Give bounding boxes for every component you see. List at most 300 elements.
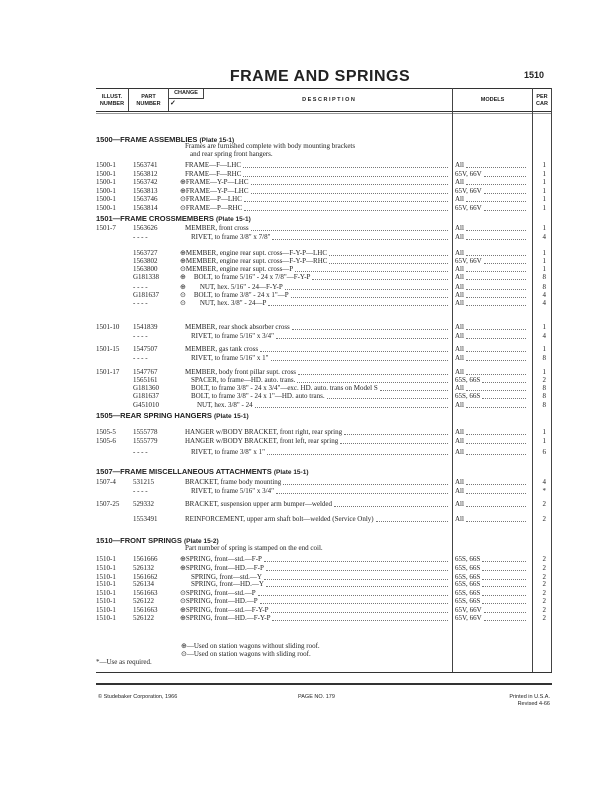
description-text: MEMBER, gas tank cross — [185, 344, 259, 353]
description-text: SPRING, front—HD.—P — [185, 596, 258, 605]
table-row[interactable] — [0, 204, 612, 213]
col-illust — [96, 94, 128, 108]
description-text: BOLT, to frame 3/8" - 24 x 1"—HD. auto trans. — [191, 391, 325, 400]
dot-leader — [466, 265, 526, 272]
description-text: MEMBER, body front pillar supt. cross — [185, 367, 297, 376]
illustration-number: 1500-1 — [96, 203, 116, 212]
description-text: FRAME—Y-P—LHC — [185, 186, 249, 195]
illustration-number: 1510-1 — [96, 563, 116, 572]
table-row[interactable] — [0, 178, 612, 187]
description-text: SPACER, to frame—HD. auto. trans. — [191, 375, 296, 384]
description-text: MEMBER, front cross — [185, 223, 249, 232]
description — [180, 273, 450, 282]
dot-leader — [466, 368, 526, 375]
models-text: All — [455, 194, 464, 203]
models — [455, 332, 528, 341]
section-plate: (Plate 15-1) — [273, 468, 309, 476]
models — [455, 555, 528, 564]
section-title: 1501—FRAME CROSSMEMBERS — [96, 213, 214, 223]
dot-leader — [466, 332, 526, 339]
section-title: 1500—FRAME ASSEMBLIES — [96, 134, 198, 144]
dot-leader — [466, 283, 526, 290]
description-text: SPRING, front—HD.—F-P — [185, 563, 264, 572]
dot-leader — [466, 224, 526, 231]
section-title: 1507—FRAME MISCELLANEOUS ATTACHMENTS — [96, 466, 272, 476]
legend-symbol-icon: ⊕ — [180, 248, 186, 257]
dot-leader — [466, 291, 526, 298]
per-car-qty: 2 — [542, 579, 546, 588]
table-row[interactable] — [0, 564, 612, 573]
per-car-qty: 1 — [542, 203, 546, 212]
models — [455, 224, 528, 233]
dot-leader — [268, 299, 448, 306]
description-text: RIVET, to frame 5/16" x 3/4" — [191, 331, 274, 340]
description-text: BOLT, to frame 3/8" - 24 x 3/4"—exc. HD. auto. trans on Model S — [191, 383, 378, 392]
description — [185, 515, 450, 524]
dot-leader — [482, 580, 526, 587]
models — [455, 178, 528, 187]
models — [455, 401, 528, 410]
models — [455, 161, 528, 170]
table-row[interactable] — [0, 161, 612, 170]
dot-leader — [466, 478, 526, 485]
per-car-qty: 1 — [542, 177, 546, 186]
models — [455, 233, 528, 242]
dot-leader — [258, 589, 448, 596]
table-row[interactable] — [0, 580, 612, 589]
legend-symbol-icon: ⊕ — [180, 272, 186, 281]
models-text: All — [455, 353, 464, 362]
dot-leader — [484, 606, 526, 613]
illustration-number: 1505-5 — [96, 427, 116, 436]
dot-leader — [283, 478, 448, 485]
description — [180, 204, 450, 213]
part-number: 1563813 — [133, 186, 158, 195]
table-row[interactable] — [0, 478, 612, 487]
table-row[interactable] — [0, 500, 612, 509]
models — [455, 478, 528, 487]
dot-leader — [291, 291, 448, 298]
table-row[interactable] — [0, 233, 612, 242]
col-per-car-line2: CAR — [536, 101, 548, 107]
per-car-qty: 1 — [542, 169, 546, 178]
description-text: SPRING, front—std.—F-P — [185, 554, 262, 563]
table-row[interactable] — [0, 437, 612, 446]
per-car-qty: 1 — [542, 256, 546, 265]
models-text: All — [455, 160, 464, 169]
dot-leader — [466, 345, 526, 352]
footer-rule — [96, 683, 552, 685]
per-car-qty: 4 — [542, 298, 546, 307]
revised-date: Revised 4-66 — [517, 701, 550, 707]
models-text: All — [455, 436, 464, 445]
dot-leader — [297, 376, 448, 383]
illustration-number: 1501-15 — [96, 344, 120, 353]
models-text: All — [455, 223, 464, 232]
models-text: All — [455, 499, 464, 508]
description-text: SPRING, front—std.—P — [185, 588, 256, 597]
table-row[interactable] — [0, 555, 612, 564]
dot-leader — [272, 233, 448, 240]
table-row[interactable] — [0, 224, 612, 233]
part-number: G451010 — [133, 400, 160, 409]
description-text: NUT, hex. 3/8" - 24—P — [199, 298, 267, 307]
models-text: 65S, 66S — [455, 588, 481, 597]
models — [455, 515, 528, 524]
description-text: RIVET, to frame 5/16" x 1" — [191, 353, 269, 362]
col-description: D E S C R I P T I O N — [302, 97, 355, 103]
illustration-number: 1501-17 — [96, 367, 120, 376]
dot-leader — [466, 299, 526, 306]
dot-leader — [312, 273, 448, 280]
description — [185, 437, 450, 446]
col-part-line1: PART — [141, 94, 156, 100]
models — [455, 428, 528, 437]
per-car-qty: 2 — [542, 572, 546, 581]
models — [455, 354, 528, 363]
dot-leader — [340, 437, 448, 444]
dot-leader — [484, 204, 526, 211]
col-per-car-line1: PER — [536, 94, 548, 100]
illustration-number: 1500-1 — [96, 194, 116, 203]
part-number: - - - - — [133, 298, 148, 307]
description-text: BRACKET, suspension upper arm bumper—welded — [185, 499, 333, 508]
part-number: 1553491 — [133, 514, 158, 523]
dot-leader — [276, 332, 448, 339]
description-text: SPRING, front—HD.—Y — [191, 579, 264, 588]
dot-leader — [344, 428, 448, 435]
description-text: BRACKET, frame body mounting — [185, 477, 282, 486]
section-title: 1505—REAR SPRING HANGERS — [96, 410, 212, 420]
dot-leader — [266, 580, 448, 587]
models-text: All — [455, 514, 464, 523]
dot-leader — [466, 437, 526, 444]
footnote-with-roof: ⊙—Used on station wagons with sliding roof. — [181, 650, 311, 658]
col-illust-line2: NUMBER — [99, 101, 125, 107]
part-number: 1555779 — [133, 436, 158, 445]
models-text: All — [455, 344, 464, 353]
dot-leader — [466, 384, 526, 391]
section-plate: (Plate 15-1) — [216, 215, 251, 223]
part-number: 531215 — [133, 477, 154, 486]
dot-leader — [482, 573, 526, 580]
illustration-number: 1507-25 — [96, 499, 120, 508]
section-plate: (Plate 15-1) — [199, 136, 235, 144]
models-text: 65V, 66V — [455, 203, 482, 212]
illustration-number: 1510-1 — [96, 613, 116, 622]
table-bottom-rule — [96, 672, 552, 673]
models — [455, 392, 528, 401]
legend-symbol-icon: ⊕ — [180, 177, 186, 186]
part-number: - - - - — [133, 447, 148, 456]
models — [455, 195, 528, 204]
models-text: 65S, 66S — [455, 579, 481, 588]
part-number: - - - - — [133, 486, 148, 495]
dot-leader — [266, 564, 448, 571]
illustration-number: 1501-7 — [96, 223, 116, 232]
dot-leader — [271, 354, 448, 361]
part-number: 1563800 — [133, 264, 158, 273]
per-car-qty: 2 — [542, 499, 546, 508]
per-car-qty: 1 — [542, 186, 546, 195]
description — [180, 299, 450, 308]
models — [455, 437, 528, 446]
illustration-number: 1510-1 — [96, 554, 116, 563]
part-number: 529332 — [133, 499, 154, 508]
description — [185, 478, 450, 487]
part-number: - - - - — [133, 331, 148, 340]
legend-symbol-icon: ⊕ — [180, 256, 186, 265]
description — [185, 323, 450, 332]
dot-leader — [251, 224, 448, 231]
table-row[interactable] — [0, 345, 612, 354]
page-number: PAGE NO. 179 — [298, 694, 335, 700]
section-note: and rear spring front hangers. — [190, 149, 273, 158]
dot-leader — [292, 323, 448, 330]
table-row[interactable] — [0, 354, 612, 363]
table-row[interactable] — [0, 273, 612, 282]
description — [185, 580, 450, 589]
per-car-qty: 2 — [542, 554, 546, 563]
table-row[interactable] — [0, 323, 612, 332]
col-models: MODELS — [480, 97, 505, 103]
per-car-qty: * — [542, 486, 546, 495]
per-car-qty: 8 — [542, 383, 546, 392]
table-row[interactable] — [0, 332, 612, 341]
part-number: G181637 — [133, 290, 160, 299]
dot-leader — [334, 500, 448, 507]
models-text: All — [455, 427, 464, 436]
section-heading — [96, 467, 309, 476]
dot-leader — [244, 204, 448, 211]
models-text: 65S, 66S — [455, 375, 481, 384]
models-text: All — [455, 486, 464, 495]
part-number: 526134 — [133, 579, 154, 588]
dot-leader — [482, 589, 526, 596]
dot-leader — [376, 515, 448, 522]
models-text: All — [455, 367, 464, 376]
dot-leader — [466, 161, 526, 168]
col-part-line2: NUMBER — [136, 101, 161, 107]
part-number: 526132 — [133, 563, 154, 572]
illustration-number: 1500-1 — [96, 160, 116, 169]
part-number: G181637 — [133, 391, 160, 400]
section-plate: (Plate 15-1) — [213, 412, 249, 420]
illustration-number: 1510-1 — [96, 579, 116, 588]
dot-leader — [482, 564, 526, 571]
part-number: 1563727 — [133, 248, 158, 257]
printed-in: Printed in U.S.A. — [509, 694, 550, 700]
footnote-without-roof: ⊕—Used on station wagons without sliding roof. — [181, 642, 320, 650]
dot-leader — [329, 249, 448, 256]
description-text: NUT, hex. 3/8" - 24 — [197, 400, 253, 409]
per-car-qty: 8 — [542, 353, 546, 362]
legend-symbol-icon: ⊙ — [180, 194, 186, 203]
per-car-qty: 2 — [542, 613, 546, 622]
illustration-number: 1507-4 — [96, 477, 116, 486]
description-text: RIVET, to frame 3/8" x 7/8" — [191, 232, 271, 241]
part-number: 1563741 — [133, 160, 158, 169]
dot-leader — [466, 428, 526, 435]
description-text: BOLT, to frame 5/16" - 24 x 7/8"—F-Y-P — [193, 272, 311, 281]
per-car-qty: 4 — [542, 290, 546, 299]
models — [455, 500, 528, 509]
models — [455, 597, 528, 606]
models — [455, 345, 528, 354]
dot-leader — [466, 249, 526, 256]
illustration-number: 1500-1 — [96, 169, 116, 178]
dot-leader — [251, 178, 449, 185]
illustration-number: 1500-1 — [96, 186, 116, 195]
part-number: 1561662 — [133, 572, 158, 581]
description-text: BOLT, to frame 3/8" - 24 x 1"—P — [193, 290, 289, 299]
col-illust-line1: ILLUST. — [101, 94, 123, 100]
section-heading — [96, 214, 251, 223]
per-car-qty: 4 — [542, 331, 546, 340]
table-row[interactable] — [0, 392, 612, 401]
per-car-qty: 4 — [542, 232, 546, 241]
description-text: MEMBER, engine rear supt. cross—P — [185, 264, 294, 273]
dot-leader — [295, 265, 448, 272]
dot-leader — [484, 187, 526, 194]
part-number: 1563812 — [133, 169, 158, 178]
dot-leader — [271, 606, 448, 613]
description — [185, 401, 450, 410]
description — [185, 392, 450, 401]
per-car-qty: 2 — [542, 514, 546, 523]
dot-leader — [482, 555, 526, 562]
models-text: All — [455, 298, 464, 307]
models-text: 65S, 66S — [455, 572, 481, 581]
dot-leader — [243, 170, 448, 177]
description-text: NUT, hex. 5/16" - 24—F-Y-P — [199, 282, 283, 291]
dot-leader — [466, 515, 526, 522]
per-car-qty: 8 — [542, 400, 546, 409]
section-heading — [96, 411, 249, 420]
dot-leader — [484, 170, 526, 177]
models — [455, 448, 528, 457]
models-text: All — [455, 290, 464, 299]
col-change: CHANGE — [174, 90, 198, 96]
models — [455, 273, 528, 282]
dot-leader — [243, 161, 448, 168]
per-car-qty: 6 — [542, 447, 546, 456]
description-text: FRAME—F—RHC — [185, 169, 242, 178]
part-number: 1561666 — [133, 554, 158, 563]
legend-symbol-icon: ⊕ — [180, 613, 186, 622]
illustration-number: 1510-1 — [96, 572, 116, 581]
dot-leader — [466, 323, 526, 330]
table-row[interactable] — [0, 597, 612, 606]
part-number: 1561663 — [133, 588, 158, 597]
description-text: FRAME—P—RHC — [185, 203, 243, 212]
description-text: RIVET, to frame 3/8" x 1" — [191, 447, 266, 456]
header-bottom-rule-2 — [96, 113, 551, 114]
description-text: SPRING, front—HD.—F-Y-P — [185, 613, 271, 622]
part-number: 1563746 — [133, 194, 158, 203]
dot-leader — [272, 614, 448, 621]
table-row[interactable] — [0, 614, 612, 623]
table-row[interactable] — [0, 515, 612, 524]
check-mark-icon: ✓ — [170, 100, 176, 107]
models-text: 65S, 66S — [455, 596, 481, 605]
section-note: Frames are furnished complete with body mounting brackets — [185, 141, 356, 150]
dot-leader — [466, 178, 526, 185]
part-number: 1547767 — [133, 367, 158, 376]
copyright: © Studebaker Corporation, 1966 — [98, 694, 178, 700]
dot-leader — [466, 487, 526, 494]
legend-symbol-icon: ⊙ — [180, 203, 186, 212]
legend-symbol-icon: ⊕ — [180, 554, 186, 563]
description — [185, 448, 450, 457]
models-text: 65V, 66V — [455, 256, 482, 265]
part-number: - - - - — [133, 353, 148, 362]
models-text: All — [455, 248, 464, 257]
models-text: 65V, 66V — [455, 605, 482, 614]
per-car-qty: 1 — [542, 322, 546, 331]
part-number: 1541839 — [133, 322, 158, 331]
dot-leader — [285, 283, 448, 290]
models-text: 65S, 66S — [455, 563, 481, 572]
dot-leader — [482, 392, 526, 399]
per-car-qty: 2 — [542, 563, 546, 572]
dot-leader — [298, 368, 448, 375]
description — [180, 178, 450, 187]
models-text: All — [455, 331, 464, 340]
part-number: 1555778 — [133, 427, 158, 436]
description-text: MEMBER, engine rear supt. cross—F-Y-P—LHC — [185, 248, 328, 257]
table-row[interactable] — [0, 448, 612, 457]
table-row[interactable] — [0, 428, 612, 437]
dot-leader — [260, 597, 448, 604]
table-row[interactable] — [0, 487, 612, 496]
models-text: All — [455, 232, 464, 241]
models — [455, 487, 528, 496]
group-number: 1510 — [524, 70, 545, 80]
description-text: REINFORCEMENT, upper arm shaft bolt—welded (Service Only) — [185, 514, 374, 523]
models-text: All — [455, 282, 464, 291]
dot-leader — [380, 384, 448, 391]
description-text: FRAME—F—LHC — [185, 160, 242, 169]
dot-leader — [251, 187, 449, 194]
table-row[interactable] — [0, 299, 612, 308]
per-car-qty: 1 — [542, 223, 546, 232]
part-number: G181360 — [133, 383, 160, 392]
dot-leader — [267, 448, 448, 455]
models-text: All — [455, 400, 464, 409]
per-car-qty: 1 — [542, 344, 546, 353]
per-car-qty: 8 — [542, 282, 546, 291]
description-text: FRAME—Y-P—LHC — [185, 177, 249, 186]
models-text: All — [455, 177, 464, 186]
models — [455, 614, 528, 623]
description — [185, 354, 450, 363]
legend-symbol-icon: ⊙ — [180, 596, 186, 605]
table-row[interactable] — [0, 401, 612, 410]
dot-leader — [264, 555, 448, 562]
table-row[interactable] — [0, 195, 612, 204]
part-number: 526122 — [133, 596, 154, 605]
part-number: - - - - — [133, 282, 148, 291]
section-title: 1510—FRONT SPRINGS — [96, 535, 182, 545]
per-car-qty: 8 — [542, 272, 546, 281]
part-number: 1563626 — [133, 223, 158, 232]
description — [180, 614, 450, 623]
legend-symbol-icon: ⊙ — [180, 290, 186, 299]
legend-symbol-icon: ⊕ — [180, 282, 186, 291]
models-text: 65V, 66V — [455, 169, 482, 178]
dot-leader — [466, 195, 526, 202]
